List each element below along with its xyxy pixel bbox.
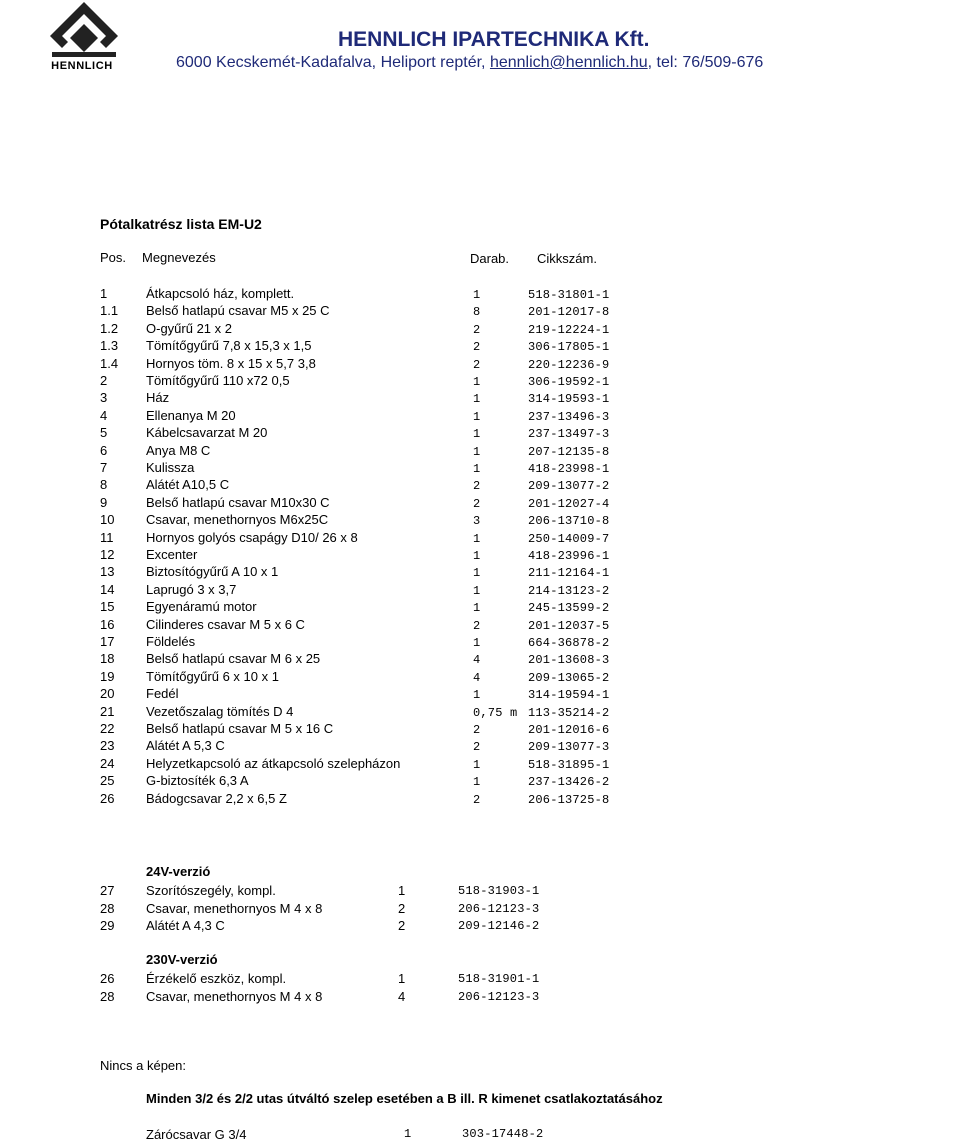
section-title-24v: 24V-verzió — [146, 864, 211, 879]
cell-pos: 9 — [100, 494, 108, 510]
cell-pos: 17 — [100, 634, 115, 649]
column-header-pos: Pos. — [100, 250, 127, 265]
not-shown-label: Nincs a képen: — [100, 1058, 186, 1073]
email-link[interactable]: hennlich@hennlich.hu — [489, 54, 648, 71]
cell-pos: 27 — [100, 883, 115, 898]
cell-qty: 2 — [473, 723, 481, 737]
cell-qty: 1 — [473, 775, 481, 790]
cell-code: 518-31801-1 — [528, 288, 610, 302]
cell-qty: 1 — [473, 688, 481, 703]
table-row — [0, 547, 960, 564]
cell-name: Belső hatlapú csavar M 6 x 25 — [146, 651, 321, 667]
cell-name: G-biztosíték 6,3 A — [146, 773, 249, 789]
cell-qty: 1 — [473, 288, 481, 302]
cell-pos: 18 — [100, 651, 115, 667]
cell-pos: 10 — [100, 512, 115, 528]
cell-qty: 2 — [473, 340, 481, 355]
table-row — [0, 338, 960, 355]
table-row — [0, 477, 960, 494]
cell-code: 206-12123-3 — [458, 989, 540, 1004]
cell-name: Anya M8 C — [146, 442, 211, 458]
cell-code: 201-13608-3 — [528, 653, 610, 668]
cell-pos: 28 — [100, 900, 115, 916]
table-row — [0, 651, 960, 668]
cell-pos: 8 — [100, 477, 108, 493]
cell-qty: 1 — [473, 444, 481, 459]
cell-code: 250-14009-7 — [528, 531, 610, 546]
cell-pos: 1.3 — [100, 338, 119, 354]
cell-pos: 29 — [100, 918, 115, 933]
cell-code: 306-17805-1 — [528, 340, 610, 355]
cell-pos: 19 — [100, 668, 115, 684]
table-row — [0, 989, 960, 1006]
cell-qty: 1 — [473, 462, 481, 476]
table-row — [0, 617, 960, 634]
cell-code: 201-12037-5 — [528, 618, 610, 633]
cell-pos: 11 — [100, 529, 114, 545]
cell-name: Tömítőgyűrű 110 x72 0,5 — [146, 373, 290, 388]
address-suffix: , tel: 76/509-676 — [647, 54, 764, 71]
cell-name: Alátét A10,5 C — [146, 477, 230, 493]
column-header-name: Megnevezés — [142, 250, 216, 265]
footer-item-code: 303-17448-2 — [462, 1127, 544, 1141]
cell-code: 518-31895-1 — [528, 757, 610, 772]
cell-code: 518-31903-1 — [458, 884, 540, 898]
logo-text: HENNLICH — [51, 60, 113, 72]
footer-note: Minden 3/2 és 2/2 utas útváltó szelep esetében a B ill. R kimenet csatlakoztatásához — [146, 1091, 663, 1106]
cell-qty: 1 — [473, 583, 481, 598]
cell-code: 237-13496-3 — [528, 409, 610, 424]
cell-code: 237-13497-3 — [528, 427, 610, 442]
cell-qty: 4 — [398, 988, 406, 1004]
cell-name: Kábelcsavarzat M 20 — [146, 425, 268, 441]
cell-name: Belső hatlapú csavar M5 x 25 C — [146, 303, 330, 319]
cell-qty: 1 — [473, 549, 481, 563]
cell-name: Kulissza — [146, 460, 195, 475]
cell-pos: 4 — [100, 407, 108, 423]
table-row — [0, 971, 960, 988]
section-title-230v: 230V-verzió — [146, 952, 218, 967]
cell-pos: 28 — [100, 988, 115, 1004]
cell-name: O-gyűrű 21 x 2 — [146, 320, 232, 336]
footer-item-qty: 1 — [404, 1127, 412, 1141]
cell-name: Érzékelő eszköz, kompl. — [146, 971, 287, 986]
cell-name: Egyenáramú motor — [146, 599, 257, 615]
cell-name: Excenter — [146, 547, 198, 562]
cell-name: Tömítőgyűrű 6 x 10 x 1 — [146, 668, 279, 684]
cell-pos: 26 — [100, 971, 115, 986]
cell-code: 209-12146-2 — [458, 919, 540, 933]
cell-name: Laprugó 3 x 3,7 — [146, 581, 237, 597]
cell-name: Szorítószegély, kompl. — [146, 883, 276, 898]
table-row — [0, 460, 960, 477]
cell-name: Helyzetkapcsoló az átkapcsoló szelepházon — [146, 755, 401, 771]
table-row — [0, 495, 960, 512]
table-row — [0, 530, 960, 547]
cell-code: 206-12123-3 — [458, 901, 540, 916]
cell-code: 664-36878-2 — [528, 636, 610, 650]
cell-name: Belső hatlapú csavar M 5 x 16 C — [146, 721, 334, 736]
cell-qty: 2 — [398, 918, 406, 933]
table-row — [0, 408, 960, 425]
cell-pos: 24 — [100, 755, 115, 771]
cell-qty: 1 — [473, 409, 481, 424]
cell-qty: 1 — [398, 971, 406, 986]
table-row — [0, 669, 960, 686]
cell-qty: 1 — [473, 757, 481, 772]
cell-qty: 2 — [473, 496, 481, 511]
cell-code: 518-31901-1 — [458, 972, 540, 986]
cell-name: Bádogcsavar 2,2 x 6,5 Z — [146, 790, 287, 806]
cell-name: Tömítőgyűrű 7,8 x 15,3 x 1,5 — [146, 338, 312, 354]
cell-pos: 25 — [100, 773, 115, 789]
table-row — [0, 599, 960, 616]
cell-name: Földelés — [146, 634, 196, 649]
cell-code: 306-19592-1 — [528, 375, 610, 389]
page-title: Pótalkatrész lista EM-U2 — [100, 216, 262, 232]
cell-name: Ellenanya M 20 — [146, 407, 236, 423]
cell-qty: 2 — [473, 618, 481, 633]
cell-code: 209-13077-3 — [528, 740, 610, 755]
cell-qty: 1 — [398, 883, 406, 898]
cell-name: Hornyos golyós csapágy D10/ 26 x 8 — [146, 529, 358, 545]
table-row — [0, 373, 960, 390]
cell-code: 418-23998-1 — [528, 462, 610, 476]
cell-qty: 2 — [473, 357, 481, 372]
table-row — [0, 564, 960, 581]
cell-qty: 4 — [473, 653, 481, 668]
cell-pos: 1.2 — [100, 320, 119, 336]
cell-qty: 2 — [398, 900, 406, 916]
cell-pos: 21 — [100, 703, 115, 719]
cell-code: 314-19594-1 — [528, 688, 610, 703]
cell-pos: 13 — [100, 564, 115, 580]
table-row — [0, 686, 960, 703]
cell-qty: 2 — [473, 740, 481, 755]
table-row — [0, 390, 960, 407]
cell-qty: 1 — [473, 427, 481, 442]
cell-name: Alátét A 5,3 C — [146, 738, 225, 754]
cell-name: Belső hatlapú csavar M10x30 C — [146, 494, 330, 510]
cell-pos: 1.4 — [100, 355, 119, 371]
cell-qty: 1 — [473, 375, 481, 389]
cell-code: 113-35214-2 — [528, 705, 610, 720]
table-row — [0, 901, 960, 918]
company-name: HENNLICH IPARTECHNIKA Kft. — [338, 28, 650, 51]
table-row — [0, 512, 960, 529]
cell-pos: 23 — [100, 738, 115, 754]
hennlich-logo-icon — [44, 0, 124, 64]
cell-name: Cilinderes csavar M 5 x 6 C — [146, 616, 305, 632]
cell-pos: 5 — [100, 425, 108, 441]
address-prefix: 6000 Kecskemét-Kadafalva, Heliport reptér, — [176, 54, 490, 71]
cell-pos: 16 — [100, 616, 115, 632]
cell-name: Vezetőszalag tömítés D 4 — [146, 703, 294, 719]
cell-pos: 26 — [100, 790, 115, 806]
cell-code: 209-13077-2 — [528, 479, 610, 494]
cell-pos: 1.1 — [100, 303, 119, 319]
cell-name: Átkapcsoló ház, komplett. — [146, 286, 295, 301]
cell-pos: 1 — [100, 286, 108, 301]
cell-qty: 1 — [473, 566, 481, 581]
table-row — [0, 582, 960, 599]
cell-pos: 20 — [100, 686, 115, 702]
cell-qty: 1 — [473, 636, 481, 650]
cell-code: 201-12016-6 — [528, 723, 610, 737]
table-row — [0, 918, 960, 935]
column-header-qty: Darab. — [470, 251, 510, 266]
column-header-code: Cikkszám. — [537, 251, 597, 266]
cell-name: Ház — [146, 390, 170, 406]
cell-code: 206-13710-8 — [528, 514, 610, 529]
cell-qty: 0,75 m — [473, 705, 518, 720]
cell-name: Csavar, menethornyos M 4 x 8 — [146, 988, 323, 1004]
cell-pos: 2 — [100, 373, 108, 388]
cell-qty: 1 — [473, 392, 481, 407]
table-row — [0, 756, 960, 773]
cell-qty: 8 — [473, 305, 481, 320]
table-row — [0, 738, 960, 755]
cell-pos: 12 — [100, 547, 115, 562]
cell-name: Csavar, menethornyos M 4 x 8 — [146, 900, 323, 916]
cell-name: Fedél — [146, 686, 179, 702]
cell-code: 211-12164-1 — [528, 566, 610, 581]
cell-pos: 22 — [100, 721, 115, 736]
cell-code: 214-13123-2 — [528, 583, 610, 598]
cell-pos: 7 — [100, 460, 108, 475]
table-row — [0, 883, 960, 900]
table-row — [0, 443, 960, 460]
table-row — [0, 286, 960, 303]
cell-qty: 2 — [473, 322, 481, 337]
cell-name: Csavar, menethornyos M6x25C — [146, 512, 329, 528]
cell-qty: 2 — [473, 792, 481, 807]
cell-name: Alátét A 4,3 C — [146, 918, 225, 933]
cell-code: 209-13065-2 — [528, 670, 610, 685]
table-row — [0, 704, 960, 721]
cell-code: 201-12027-4 — [528, 496, 610, 511]
table-row — [0, 425, 960, 442]
cell-code: 207-12135-8 — [528, 444, 610, 459]
table-row — [0, 356, 960, 373]
cell-pos: 3 — [100, 390, 108, 406]
cell-qty: 2 — [473, 479, 481, 494]
table-row — [0, 321, 960, 338]
table-row — [0, 773, 960, 790]
table-row — [0, 634, 960, 651]
cell-qty: 3 — [473, 514, 481, 529]
cell-pos: 6 — [100, 442, 108, 458]
cell-qty: 4 — [473, 670, 481, 685]
cell-name: Hornyos töm. 8 x 15 x 5,7 3,8 — [146, 355, 316, 371]
table-row — [0, 303, 960, 320]
cell-code: 418-23996-1 — [528, 549, 610, 563]
cell-qty: 1 — [473, 531, 481, 546]
cell-code: 201-12017-8 — [528, 305, 610, 320]
cell-pos: 15 — [100, 599, 115, 615]
table-row — [0, 791, 960, 808]
table-row — [0, 721, 960, 738]
footer-item-name: Zárócsavar G 3/4 — [146, 1127, 247, 1142]
cell-pos: 14 — [100, 581, 115, 597]
cell-code: 237-13426-2 — [528, 775, 610, 790]
cell-qty: 1 — [473, 601, 481, 616]
cell-name: Biztosítógyűrű A 10 x 1 — [146, 564, 279, 580]
cell-code: 314-19593-1 — [528, 392, 610, 407]
cell-code: 219-12224-1 — [528, 322, 610, 337]
cell-code: 206-13725-8 — [528, 792, 610, 807]
cell-code: 220-12236-9 — [528, 357, 610, 372]
cell-code: 245-13599-2 — [528, 601, 610, 616]
company-address — [176, 54, 763, 72]
